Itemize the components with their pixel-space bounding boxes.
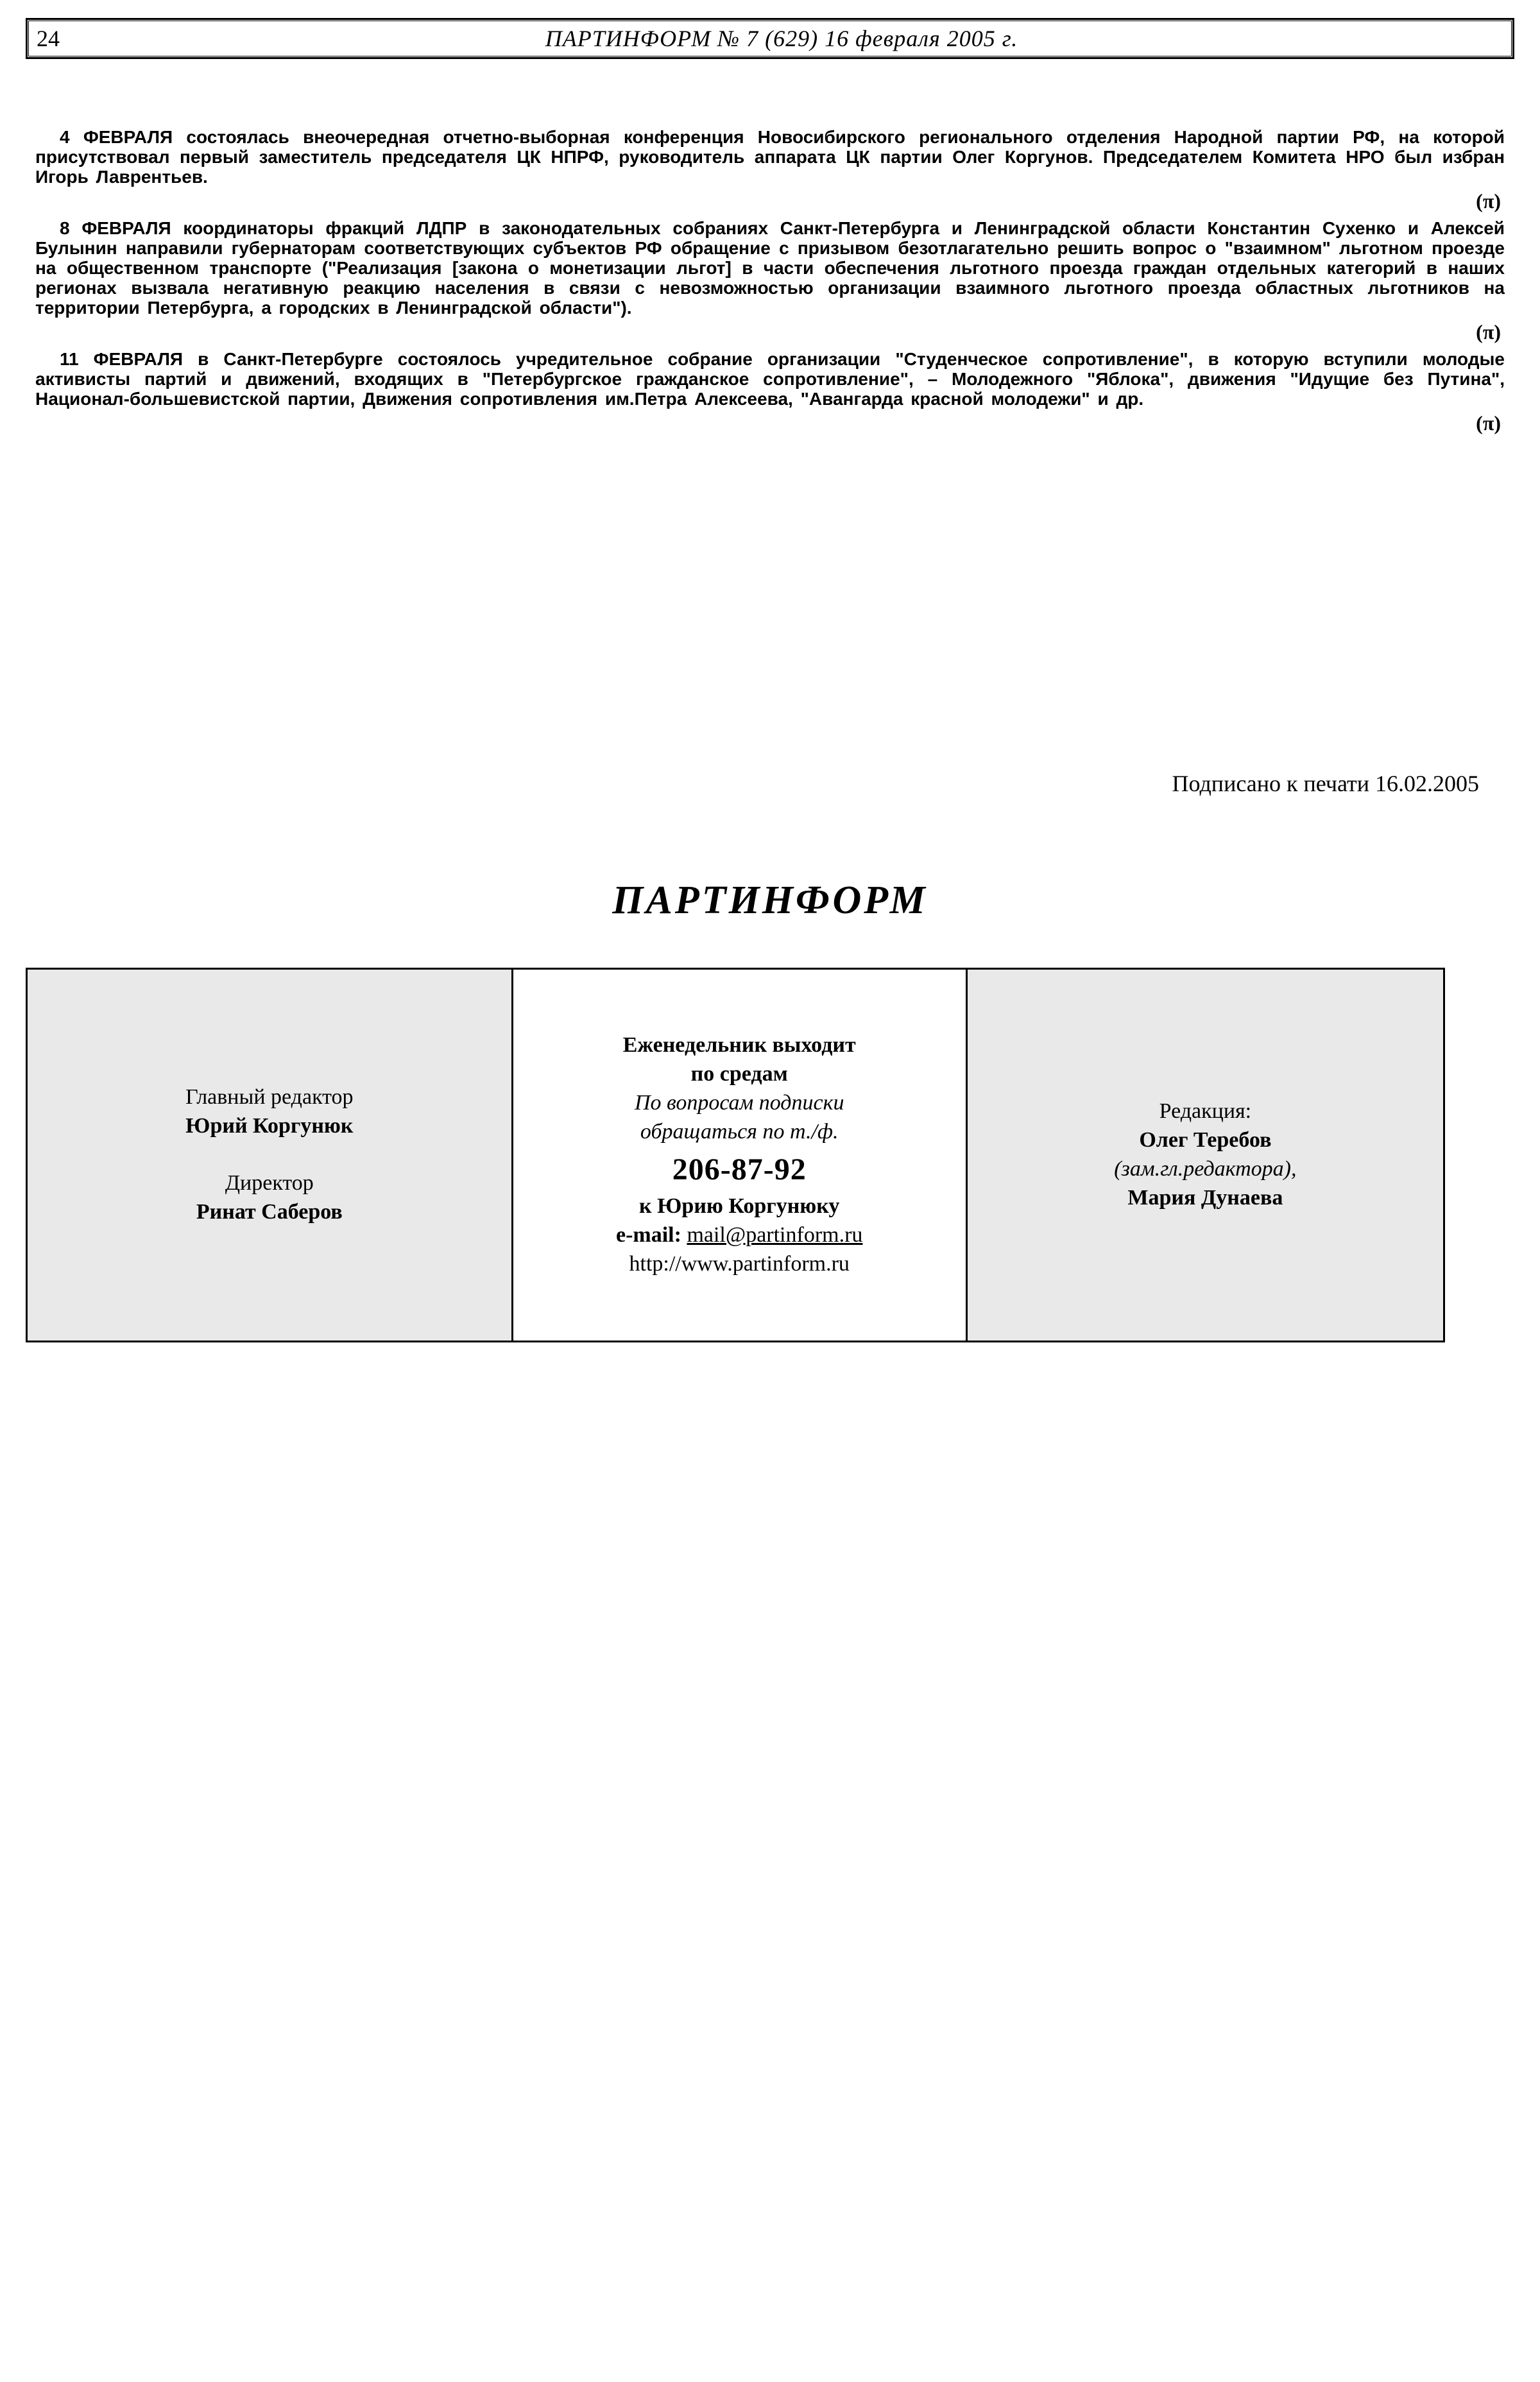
deputy-editor-name: Олег Теребов [1139, 1128, 1272, 1152]
editors-cell [28, 970, 513, 1341]
issue-title: ПАРТИНФОРМ № 7 (629) 16 февраля 2005 г. [545, 26, 1018, 51]
print-note: Подписано к печати 16.02.2005 [1172, 771, 1479, 796]
chief-editor-name: Юрий Коргунюк [185, 1114, 354, 1138]
article-paragraph-1: 4 ФЕВРАЛЯ состоялась внеочередная отчетно-выборная конференция Новосибирского регионального отделения Народной партии РФ, на которой присутствовал первый заместитель председателя ЦК НПРФ, руководитель аппарата ЦК партии Олег Коргунов. Председателем Комитета НРО был избран Игорь Лаврентьев. [35, 127, 1505, 187]
page-header [26, 18, 1514, 59]
article-paragraph-2: 8 ФЕВРАЛЯ координаторы фракций ЛДПР в законодательных собраниях Санкт-Петербурга и Ленинградской области Константин Сухенко и Алексей Булынин направили губернаторам соответствующих субъектов РФ обращение с призывом безотлагательно решить вопрос о "взаимном" льготном проезде на общественном транспорте ("Реализация [закона о монетизации льгот] в части обеспечения льготного проезда граждан отдельных категорий в наших регионах вызвала негативную реакцию населения в связи с невозможностью организации взаимного льготного проезда областных льготников на территории Петербурга, а городских в Ленинградской области"). [35, 218, 1505, 318]
masthead-title: ПАРТИНФОРМ [612, 878, 928, 922]
phone-number: 206-87-92 [672, 1152, 807, 1187]
email-line [526, 1221, 953, 1250]
contact-person: к Юрию Коргунюку [639, 1194, 840, 1219]
colophon-infobox [26, 968, 1445, 1342]
subscription-line-2: обращаться по т./ф. [640, 1119, 839, 1144]
redaction-label: Редакция: [1159, 1099, 1252, 1124]
articles-section [35, 127, 1505, 440]
deputy-editor-role: (зам.гл.редактора), [1114, 1157, 1297, 1181]
subscription-cell [513, 970, 968, 1341]
pi-sign-3: (π) [1476, 411, 1501, 434]
pi-sign-1: (π) [1476, 189, 1501, 212]
redaction-cell [968, 970, 1443, 1341]
pi-sign-2: (π) [1476, 320, 1501, 343]
email-link[interactable]: mail@partinform.ru [687, 1222, 863, 1247]
schedule-line-2: по средам [690, 1062, 788, 1086]
chief-editor-role: Главный редактор [185, 1085, 354, 1110]
article-paragraph-3: 11 ФЕВРАЛЯ в Санкт-Петербурге состоялось учредительное собрание организации "Студенческое сопротивление", в которую вступили молодые активисты партий и движений, входящих в "Петербургское гражданское сопротивление", – Молодежного "Яблока", движения "Идущие без Путина", Национал-большевистской партии, Движения сопротивления им.Петра Алексеева, "Авангарда красной молодежи" и др. [35, 349, 1505, 409]
page-number: 24 [37, 26, 60, 51]
email-label: e-mail: [616, 1222, 681, 1247]
staff-name: Мария Дунаева [1127, 1185, 1283, 1210]
subscription-line-1: По вопросам подписки [634, 1091, 844, 1115]
director-name: Ринат Саберов [196, 1199, 343, 1224]
spacer [40, 1141, 499, 1169]
director-role: Директор [225, 1171, 314, 1195]
schedule-line-1: Еженедельник выходит [622, 1033, 856, 1058]
website-url: http://www.partinform.ru [629, 1251, 850, 1276]
